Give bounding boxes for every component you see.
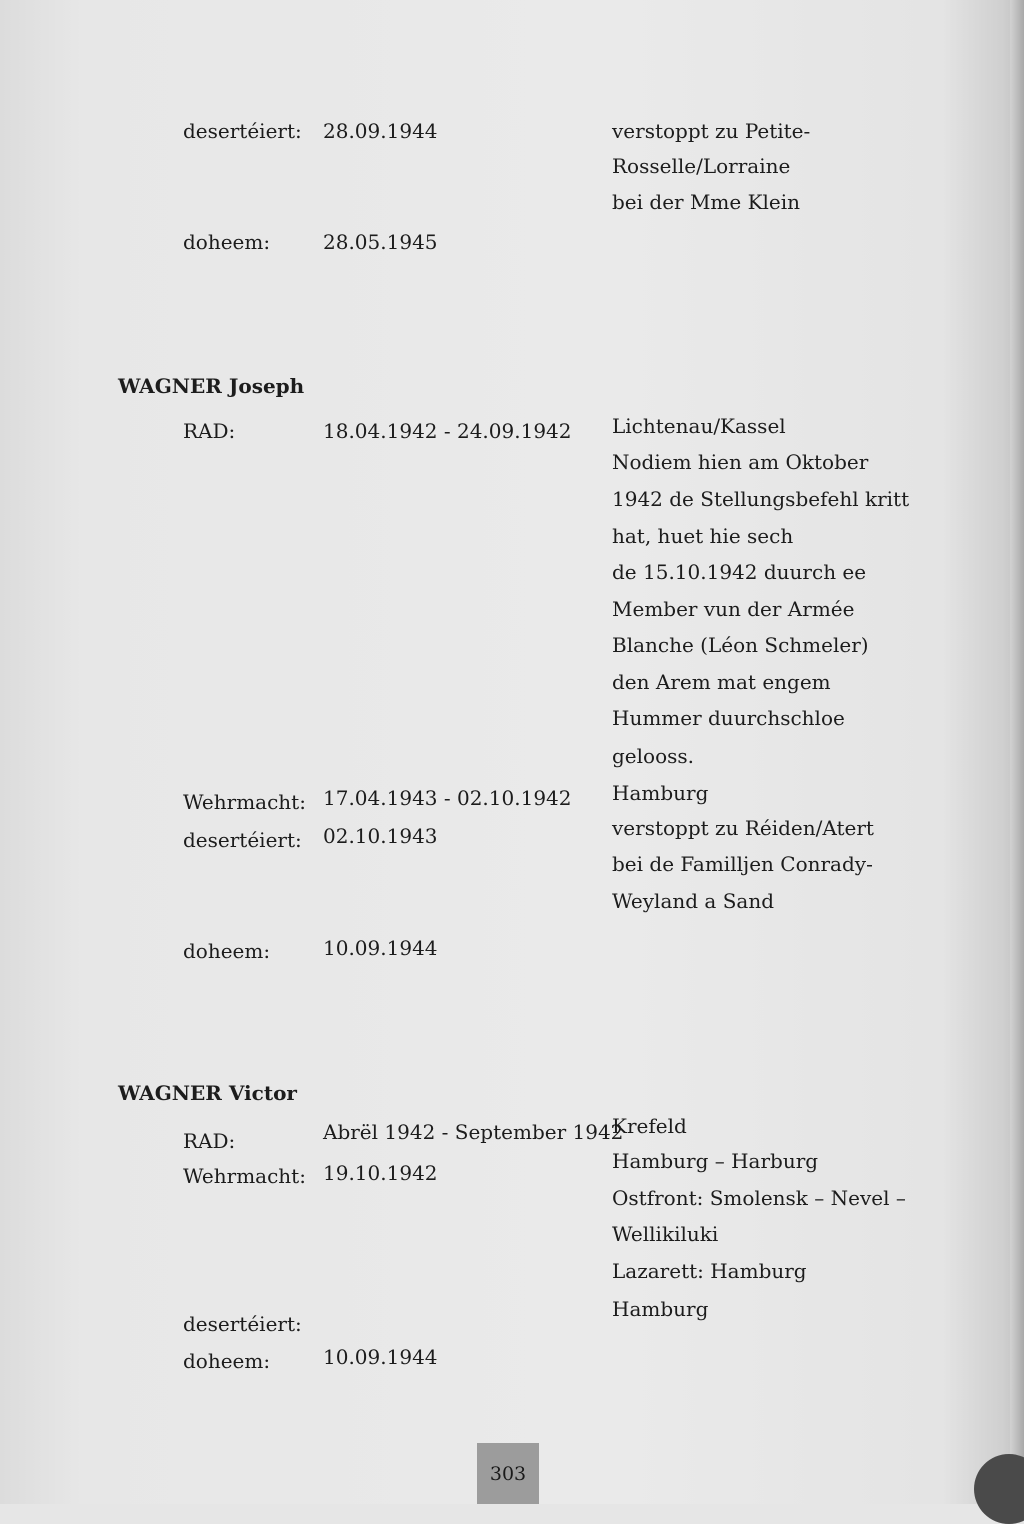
entry-date: Abrël 1942 - September 1942	[323, 1120, 624, 1144]
entry-note: de 15.10.1942 duurch ee	[612, 560, 867, 584]
entry-note: Rosselle/Lorraine	[612, 154, 791, 178]
entry-note: Weyland a Sand	[612, 889, 775, 913]
entry-date: 17.04.1943 - 02.10.1942	[323, 786, 572, 810]
entry-note: verstoppt zu Réiden/Atert	[612, 816, 874, 840]
entry-label: desertéiert:	[183, 119, 302, 143]
entry-label: desertéiert:	[183, 828, 302, 852]
entry-label: Wehrmacht:	[183, 790, 306, 814]
person-name: WAGNER Joseph	[118, 374, 305, 398]
entry-date: 10.09.1944	[323, 936, 438, 960]
entry-date: 18.04.1942 - 24.09.1942	[323, 419, 572, 443]
entry-note: Krefeld	[612, 1114, 687, 1138]
entry-note: den Arem mat engem	[612, 670, 831, 694]
page-number	[477, 1443, 539, 1504]
entry-note: Hamburg – Harburg	[612, 1149, 819, 1173]
entry-label: doheem:	[183, 230, 271, 254]
entry-note: Ostfront: Smolensk – Nevel –	[612, 1186, 906, 1210]
entry-note: verstoppt zu Petite-	[612, 119, 811, 143]
entry-date: 28.05.1945	[323, 230, 438, 254]
entry-note: Blanche (Léon Schmeler)	[612, 633, 869, 657]
entry-date: 02.10.1943	[323, 824, 438, 848]
entry-note: Lazarett: Hamburg	[612, 1259, 807, 1283]
entry-date: 10.09.1944	[323, 1345, 438, 1369]
entry-note: hat, huet hie sech	[612, 524, 794, 548]
entry-note: Wellikiluki	[612, 1222, 719, 1246]
entry-note: gelooss.	[612, 744, 695, 768]
person-name: WAGNER Victor	[118, 1081, 297, 1105]
entry-label: Wehrmacht:	[183, 1164, 306, 1188]
entry-note: Nodiem hien am Oktober	[612, 450, 869, 474]
entry-date: 28.09.1944	[323, 119, 438, 143]
entry-note: Hummer duurchschloe	[612, 706, 845, 730]
entry-note: Hamburg	[612, 781, 709, 805]
entry-label: desertéiert:	[183, 1312, 302, 1336]
corner-shadow	[974, 1454, 1024, 1524]
entry-label: doheem:	[183, 1349, 271, 1373]
entry-note: bei de Familljen Conrady-	[612, 852, 873, 876]
entry-note: Member vun der Armée	[612, 597, 855, 621]
entry-note: Hamburg	[612, 1297, 709, 1321]
entry-note: 1942 de Stellungsbefehl kritt	[612, 487, 910, 511]
entry-label: doheem:	[183, 939, 271, 963]
entry-date: 19.10.1942	[323, 1161, 438, 1185]
page-edge-shadow	[1010, 0, 1024, 1504]
entry-label: RAD:	[183, 1129, 236, 1153]
entry-note: Lichtenau/Kassel	[612, 414, 786, 438]
entry-note: bei der Mme Klein	[612, 190, 801, 214]
page-number-text: 303	[489, 1462, 527, 1485]
entry-label: RAD:	[183, 419, 236, 443]
